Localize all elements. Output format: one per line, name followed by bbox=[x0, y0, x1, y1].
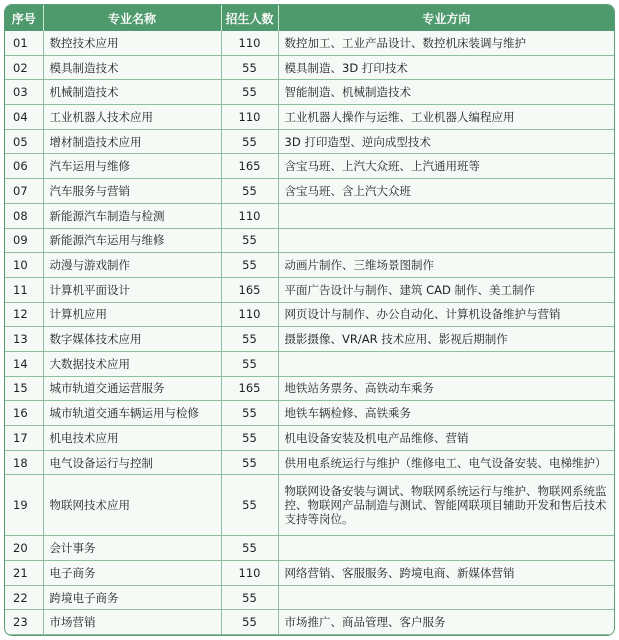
cell-no: 08 bbox=[5, 203, 43, 228]
table-row bbox=[5, 450, 614, 475]
cell-no: 18 bbox=[5, 450, 43, 475]
cell-name: 汽车服务与营销 bbox=[43, 179, 221, 204]
cell-enrollment: 110 bbox=[221, 203, 278, 228]
cell-name: 动漫与游戏制作 bbox=[43, 253, 221, 278]
cell-no: 20 bbox=[5, 536, 43, 561]
header-direction: 专业方向 bbox=[278, 5, 614, 31]
cell-enrollment: 165 bbox=[221, 277, 278, 302]
cell-name: 数控技术应用 bbox=[43, 31, 221, 55]
table-body bbox=[5, 31, 614, 635]
cell-direction: 数控加工、工业产品设计、数控机床装调与维护 bbox=[278, 31, 614, 55]
cell-enrollment: 55 bbox=[221, 585, 278, 610]
cell-name: 计算机平面设计 bbox=[43, 277, 221, 302]
cell-enrollment: 55 bbox=[221, 253, 278, 278]
cell-no: 21 bbox=[5, 561, 43, 586]
cell-enrollment: 110 bbox=[221, 105, 278, 130]
cell-no: 01 bbox=[5, 31, 43, 55]
cell-no: 05 bbox=[5, 129, 43, 154]
cell-no: 13 bbox=[5, 327, 43, 352]
cell-no: 06 bbox=[5, 154, 43, 179]
cell-direction: 物联网设备安装与调试、物联网系统运行与维护、物联网系统监控、物联网产品制造与测试、智能网联项目辅助开发和售后技术支持等岗位。 bbox=[278, 475, 614, 536]
cell-enrollment: 110 bbox=[221, 561, 278, 586]
cell-direction: 摄影摄像、VR/AR 技术应用、影视后期制作 bbox=[278, 327, 614, 352]
table-row bbox=[5, 179, 614, 204]
cell-name: 模具制造技术 bbox=[43, 55, 221, 80]
table-header bbox=[5, 5, 614, 31]
cell-enrollment: 110 bbox=[221, 31, 278, 55]
cell-name: 市场营销 bbox=[43, 610, 221, 635]
cell-direction: 机电设备安装及机电产品维修、营销 bbox=[278, 426, 614, 451]
cell-name: 电气设备运行与控制 bbox=[43, 450, 221, 475]
cell-name: 会计事务 bbox=[43, 536, 221, 561]
table-row bbox=[5, 203, 614, 228]
table-row bbox=[5, 376, 614, 401]
cell-name: 跨境电子商务 bbox=[43, 585, 221, 610]
cell-direction: 动画片制作、三维场景图制作 bbox=[278, 253, 614, 278]
cell-enrollment: 55 bbox=[221, 179, 278, 204]
cell-direction bbox=[278, 203, 614, 228]
cell-direction: 地铁车辆检修、高铁乘务 bbox=[278, 401, 614, 426]
cell-no: 10 bbox=[5, 253, 43, 278]
table-row bbox=[5, 154, 614, 179]
cell-name: 增材制造技术应用 bbox=[43, 129, 221, 154]
table-row bbox=[5, 105, 614, 130]
cell-name: 城市轨道交通车辆运用与检修 bbox=[43, 401, 221, 426]
cell-direction bbox=[278, 228, 614, 253]
cell-direction: 模具制造、3D 打印技术 bbox=[278, 55, 614, 80]
cell-direction bbox=[278, 351, 614, 376]
cell-enrollment: 165 bbox=[221, 154, 278, 179]
cell-name: 城市轨道交通运营服务 bbox=[43, 376, 221, 401]
table-row bbox=[5, 561, 614, 586]
table-row bbox=[5, 536, 614, 561]
table-row bbox=[5, 327, 614, 352]
cell-direction: 智能制造、机械制造技术 bbox=[278, 80, 614, 105]
cell-direction: 含宝马班、含上汽大众班 bbox=[278, 179, 614, 204]
table-row bbox=[5, 253, 614, 278]
cell-direction: 网页设计与制作、办公自动化、计算机设备维护与营销 bbox=[278, 302, 614, 327]
cell-direction: 3D 打印造型、逆向成型技术 bbox=[278, 129, 614, 154]
cell-no: 22 bbox=[5, 585, 43, 610]
enrollment-table bbox=[5, 5, 614, 635]
cell-no: 19 bbox=[5, 475, 43, 536]
table-row bbox=[5, 31, 614, 55]
cell-direction bbox=[278, 536, 614, 561]
cell-name: 机械制造技术 bbox=[43, 80, 221, 105]
cell-enrollment: 55 bbox=[221, 401, 278, 426]
table-row bbox=[5, 475, 614, 536]
cell-no: 23 bbox=[5, 610, 43, 635]
table-row bbox=[5, 351, 614, 376]
cell-name: 电子商务 bbox=[43, 561, 221, 586]
cell-enrollment: 55 bbox=[221, 55, 278, 80]
cell-direction: 网络营销、客服服务、跨境电商、新媒体营销 bbox=[278, 561, 614, 586]
table-row bbox=[5, 585, 614, 610]
cell-direction: 平面广告设计与制作、建筑 CAD 制作、美工制作 bbox=[278, 277, 614, 302]
table-row bbox=[5, 228, 614, 253]
table-row bbox=[5, 55, 614, 80]
cell-no: 17 bbox=[5, 426, 43, 451]
cell-direction: 地铁站务票务、高铁动车乘务 bbox=[278, 376, 614, 401]
cell-direction: 含宝马班、上汽大众班、上汽通用班等 bbox=[278, 154, 614, 179]
cell-name: 数字媒体技术应用 bbox=[43, 327, 221, 352]
cell-no: 07 bbox=[5, 179, 43, 204]
cell-no: 16 bbox=[5, 401, 43, 426]
header-name: 专业名称 bbox=[43, 5, 221, 31]
cell-enrollment: 55 bbox=[221, 351, 278, 376]
table-row bbox=[5, 426, 614, 451]
cell-name: 新能源汽车运用与维修 bbox=[43, 228, 221, 253]
cell-enrollment: 55 bbox=[221, 80, 278, 105]
header-no: 序号 bbox=[5, 5, 43, 31]
table-row bbox=[5, 401, 614, 426]
cell-name: 工业机器人技术应用 bbox=[43, 105, 221, 130]
cell-direction: 市场推广、商品管理、客户服务 bbox=[278, 610, 614, 635]
table-row bbox=[5, 302, 614, 327]
table-row bbox=[5, 129, 614, 154]
cell-direction: 工业机器人操作与运维、工业机器人编程应用 bbox=[278, 105, 614, 130]
cell-enrollment: 110 bbox=[221, 302, 278, 327]
cell-name: 计算机应用 bbox=[43, 302, 221, 327]
cell-enrollment: 55 bbox=[221, 450, 278, 475]
cell-enrollment: 165 bbox=[221, 376, 278, 401]
cell-enrollment: 55 bbox=[221, 426, 278, 451]
cell-enrollment: 55 bbox=[221, 129, 278, 154]
cell-enrollment: 55 bbox=[221, 228, 278, 253]
cell-no: 12 bbox=[5, 302, 43, 327]
cell-no: 09 bbox=[5, 228, 43, 253]
header-enrollment: 招生人数 bbox=[221, 5, 278, 31]
cell-no: 04 bbox=[5, 105, 43, 130]
cell-no: 02 bbox=[5, 55, 43, 80]
cell-no: 15 bbox=[5, 376, 43, 401]
table-row bbox=[5, 277, 614, 302]
cell-name: 汽车运用与维修 bbox=[43, 154, 221, 179]
table-row bbox=[5, 80, 614, 105]
cell-direction: 供用电系统运行与维护（维修电工、电气设备安装、电梯维护） bbox=[278, 450, 614, 475]
cell-name: 新能源汽车制造与检测 bbox=[43, 203, 221, 228]
cell-no: 14 bbox=[5, 351, 43, 376]
table-row bbox=[5, 610, 614, 635]
cell-enrollment: 55 bbox=[221, 536, 278, 561]
cell-enrollment: 55 bbox=[221, 610, 278, 635]
enrollment-table-container bbox=[4, 4, 615, 636]
cell-name: 大数据技术应用 bbox=[43, 351, 221, 376]
cell-name: 物联网技术应用 bbox=[43, 475, 221, 536]
header-row bbox=[5, 5, 614, 31]
cell-direction bbox=[278, 585, 614, 610]
cell-enrollment: 55 bbox=[221, 475, 278, 536]
cell-no: 03 bbox=[5, 80, 43, 105]
cell-enrollment: 55 bbox=[221, 327, 278, 352]
cell-no: 11 bbox=[5, 277, 43, 302]
cell-name: 机电技术应用 bbox=[43, 426, 221, 451]
